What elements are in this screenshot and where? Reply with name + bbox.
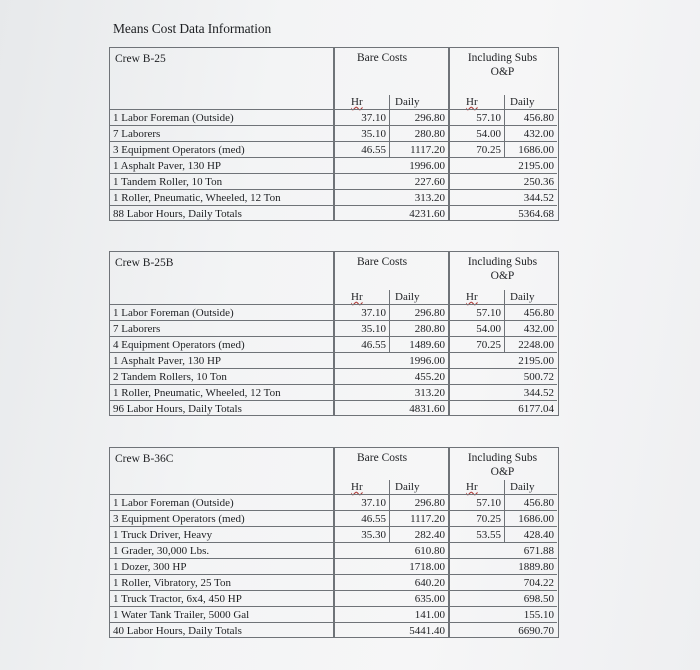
incl-daily-cell: 456.80 xyxy=(523,497,554,509)
incl-daily-cell: 6177.04 xyxy=(518,403,554,415)
bare-daily-cell: 610.80 xyxy=(414,545,445,557)
bare-hr-header: Hr xyxy=(351,481,363,493)
crew-table xyxy=(109,251,557,416)
row-item: 40 Labor Hours, Daily Totals xyxy=(113,625,242,637)
incl-hr-cell: 53.55 xyxy=(476,529,501,541)
incl-daily-cell: 155.10 xyxy=(523,609,554,621)
table-row xyxy=(109,125,557,142)
row-item: 2 Tandem Rollers, 10 Ton xyxy=(113,371,227,383)
row-item: 3 Equipment Operators (med) xyxy=(113,144,245,156)
row-item: 4 Equipment Operators (med) xyxy=(113,339,245,351)
incl-daily-cell: 1686.00 xyxy=(518,144,554,156)
table-row xyxy=(109,336,557,353)
incl-daily-cell: 250.36 xyxy=(523,176,554,188)
incl-hr-cell: 70.25 xyxy=(476,339,501,351)
bare-hr-cell: 37.10 xyxy=(361,112,386,124)
bare-hr-cell: 46.55 xyxy=(361,339,386,351)
incl-hr-cell: 54.00 xyxy=(476,128,501,140)
bare-hr-cell: 37.10 xyxy=(361,307,386,319)
table-row xyxy=(109,542,557,559)
row-item: 3 Equipment Operators (med) xyxy=(113,513,245,525)
crew-name: Crew B-25B xyxy=(115,257,174,269)
row-item: 1 Labor Foreman (Outside) xyxy=(113,112,234,124)
bare-daily-cell: 227.60 xyxy=(414,176,445,188)
incl-daily-cell: 2248.00 xyxy=(518,339,554,351)
bare-daily-cell: 296.80 xyxy=(414,307,445,319)
incl-hr-cell: 57.10 xyxy=(476,307,501,319)
table-row xyxy=(109,622,557,639)
row-item: 1 Grader, 30,000 Lbs. xyxy=(113,545,210,557)
incl-daily-cell: 456.80 xyxy=(523,307,554,319)
table-row xyxy=(109,304,557,321)
row-item: 1 Roller, Pneumatic, Wheeled, 12 Ton xyxy=(113,192,281,204)
page-title: Means Cost Data Information xyxy=(113,21,272,36)
including-subs-label: Including Subs xyxy=(467,52,538,64)
row-item: 1 Labor Foreman (Outside) xyxy=(113,497,234,509)
table-row xyxy=(109,157,557,174)
incl-daily-cell: 1686.00 xyxy=(518,513,554,525)
bare-hr-cell: 35.10 xyxy=(361,323,386,335)
incl-daily-cell: 432.00 xyxy=(523,128,554,140)
including-subs-label: Including Subs xyxy=(467,452,538,464)
incl-daily-header: Daily xyxy=(510,481,535,493)
incl-hr-header: Hr xyxy=(466,481,478,493)
incl-hr-cell: 70.25 xyxy=(476,513,501,525)
incl-daily-cell: 500.72 xyxy=(523,371,554,383)
table-row xyxy=(109,189,557,206)
including-subs-header xyxy=(448,255,557,283)
table-row xyxy=(109,368,557,385)
incl-daily-cell: 6690.70 xyxy=(518,625,554,637)
bare-hr-cell: 35.30 xyxy=(361,529,386,541)
incl-daily-header: Daily xyxy=(510,96,535,108)
bare-daily-header: Daily xyxy=(395,96,420,108)
crew-name: Crew B-25 xyxy=(115,53,166,65)
incl-daily-cell: 344.52 xyxy=(523,387,554,399)
table-row xyxy=(109,141,557,158)
row-item: 88 Labor Hours, Daily Totals xyxy=(113,208,242,220)
table-row xyxy=(109,526,557,543)
bare-daily-header: Daily xyxy=(395,481,420,493)
incl-daily-cell: 1889.80 xyxy=(518,561,554,573)
incl-daily-cell: 2195.00 xyxy=(518,160,554,172)
incl-daily-cell: 456.80 xyxy=(523,112,554,124)
row-item: 1 Truck Driver, Heavy xyxy=(113,529,213,541)
bare-hr-cell: 46.55 xyxy=(361,513,386,525)
bare-daily-cell: 1489.60 xyxy=(409,339,445,351)
bare-daily-cell: 282.40 xyxy=(414,529,445,541)
table-row xyxy=(109,606,557,623)
incl-daily-cell: 671.88 xyxy=(523,545,554,557)
bare-daily-cell: 1718.00 xyxy=(409,561,445,573)
incl-daily-cell: 2195.00 xyxy=(518,355,554,367)
row-item: 96 Labor Hours, Daily Totals xyxy=(113,403,242,415)
row-item: 1 Roller, Vibratory, 25 Ton xyxy=(113,577,231,589)
table-row xyxy=(109,384,557,401)
crew-name: Crew B-36C xyxy=(115,453,174,465)
table-row xyxy=(109,205,557,222)
row-item: 1 Asphalt Paver, 130 HP xyxy=(113,355,222,367)
bare-daily-cell: 5441.40 xyxy=(409,625,445,637)
incl-daily-cell: 5364.68 xyxy=(518,208,554,220)
row-item: 1 Roller, Pneumatic, Wheeled, 12 Ton xyxy=(113,387,281,399)
row-item: 1 Asphalt Paver, 130 HP xyxy=(113,160,222,172)
op-label: O&P xyxy=(490,66,515,78)
incl-hr-cell: 70.25 xyxy=(476,144,501,156)
table-row xyxy=(109,574,557,591)
bare-daily-cell: 635.00 xyxy=(414,593,445,605)
table-row xyxy=(109,352,557,369)
bare-daily-cell: 313.20 xyxy=(414,387,445,399)
bare-daily-cell: 296.80 xyxy=(414,497,445,509)
crew-table xyxy=(109,47,557,221)
table-row xyxy=(109,510,557,527)
incl-daily-cell: 432.00 xyxy=(523,323,554,335)
row-item: 7 Laborers xyxy=(113,323,161,335)
row-item: 1 Labor Foreman (Outside) xyxy=(113,307,234,319)
row-item: 1 Tandem Roller, 10 Ton xyxy=(113,176,223,188)
bare-daily-cell: 1996.00 xyxy=(409,355,445,367)
incl-hr-cell: 57.10 xyxy=(476,112,501,124)
row-item: 1 Truck Tractor, 6x4, 450 HP xyxy=(113,593,242,605)
table-row xyxy=(109,173,557,190)
bare-costs-header: Bare Costs xyxy=(357,452,408,464)
bare-daily-cell: 455.20 xyxy=(414,371,445,383)
including-subs-label: Including Subs xyxy=(467,256,538,268)
incl-daily-cell: 704.22 xyxy=(523,577,554,589)
bare-daily-cell: 296.80 xyxy=(414,112,445,124)
incl-hr-header: Hr xyxy=(466,96,478,108)
bare-costs-header: Bare Costs xyxy=(357,52,408,64)
bare-hr-cell: 46.55 xyxy=(361,144,386,156)
incl-daily-cell: 428.40 xyxy=(523,529,554,541)
bare-hr-header: Hr xyxy=(351,96,363,108)
bare-daily-cell: 280.80 xyxy=(414,128,445,140)
bare-daily-cell: 141.00 xyxy=(414,609,445,621)
table-row xyxy=(109,558,557,575)
table-row xyxy=(109,494,557,511)
incl-daily-cell: 698.50 xyxy=(523,593,554,605)
bare-hr-header: Hr xyxy=(351,291,363,303)
bare-daily-cell: 280.80 xyxy=(414,323,445,335)
incl-hr-cell: 57.10 xyxy=(476,497,501,509)
incl-hr-cell: 54.00 xyxy=(476,323,501,335)
bare-hr-cell: 37.10 xyxy=(361,497,386,509)
bare-daily-cell: 1117.20 xyxy=(410,144,445,156)
bare-hr-cell: 35.10 xyxy=(361,128,386,140)
bare-daily-cell: 1996.00 xyxy=(409,160,445,172)
table-row xyxy=(109,320,557,337)
incl-hr-header: Hr xyxy=(466,291,478,303)
incl-daily-cell: 344.52 xyxy=(523,192,554,204)
incl-daily-header: Daily xyxy=(510,291,535,303)
bare-daily-cell: 4231.60 xyxy=(409,208,445,220)
row-item: 7 Laborers xyxy=(113,128,161,140)
bare-costs-header: Bare Costs xyxy=(357,256,408,268)
row-item: 1 Dozer, 300 HP xyxy=(113,561,187,573)
op-label: O&P xyxy=(490,466,515,478)
bare-daily-cell: 1117.20 xyxy=(410,513,445,525)
row-item: 1 Water Tank Trailer, 5000 Gal xyxy=(113,609,250,621)
including-subs-header xyxy=(448,451,557,479)
table-row xyxy=(109,400,557,417)
table-row xyxy=(109,109,557,126)
bare-daily-cell: 640.20 xyxy=(414,577,445,589)
including-subs-header xyxy=(448,51,557,79)
table-row xyxy=(109,590,557,607)
crew-table xyxy=(109,447,557,638)
bare-daily-header: Daily xyxy=(395,291,420,303)
bare-daily-cell: 313.20 xyxy=(414,192,445,204)
bare-daily-cell: 4831.60 xyxy=(409,403,445,415)
op-label: O&P xyxy=(490,270,515,282)
